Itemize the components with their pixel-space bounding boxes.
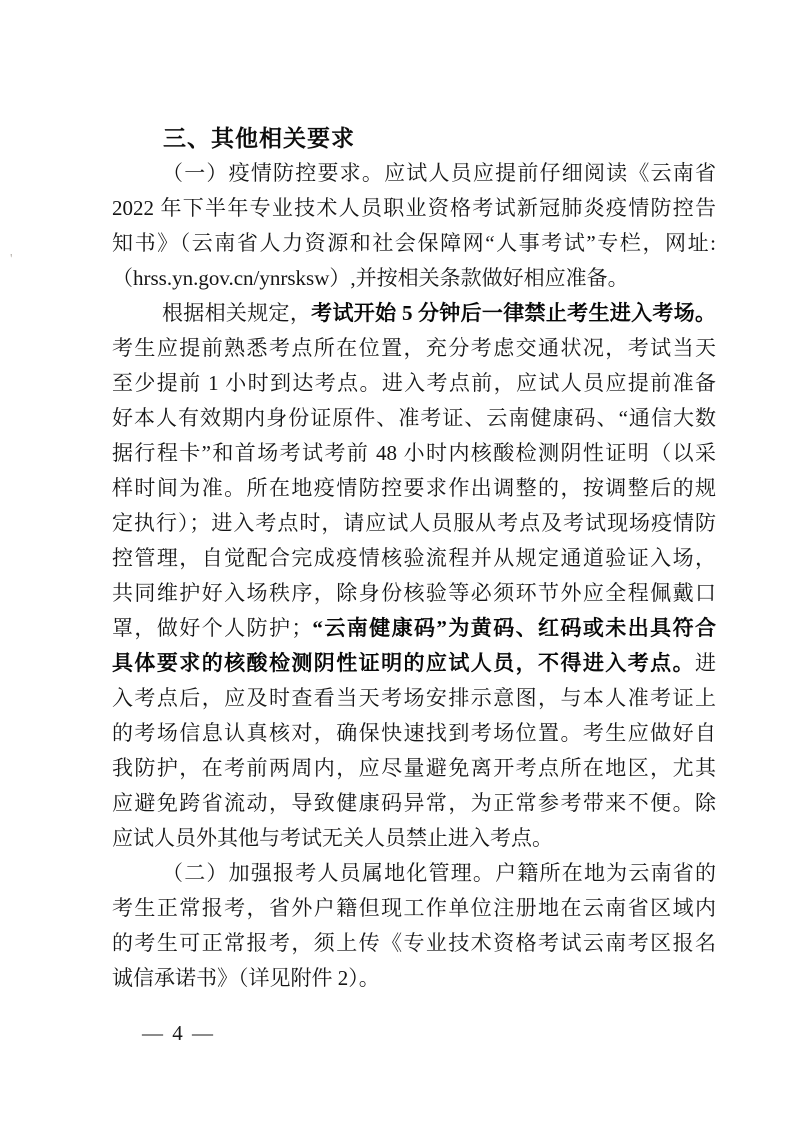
text-segment: 考生正常报考，省外户籍但现工作单位注册地在云南省区域内: [112, 896, 716, 920]
text-segment: 应试人员外其他与考试无关人员禁止进入考点。: [112, 826, 553, 850]
text-line: [112, 891, 716, 926]
text-segment: 控管理，自觉配合完成疫情核验流程并从规定通道验证入场，: [112, 546, 716, 570]
text-line: [112, 856, 716, 891]
text-line: [112, 611, 716, 646]
text-segment: 应避免跨省流动，导致健康码异常，为正常参考带来不便。除: [112, 791, 716, 815]
text-line: [112, 681, 716, 716]
text-segment: 知书》（云南省人力资源和社会保障网“人事考试”专栏，网址:: [112, 231, 716, 255]
scan-artifact: ': [10, 252, 13, 267]
text-segment: 据行程卡”和首场考试考前 48 小时内核酸检测阴性证明（以采: [112, 441, 716, 465]
page-number: — 4 —: [142, 1021, 215, 1045]
text-segment: 罩，做好个人防护；: [112, 616, 313, 640]
text-segment: 诚信承诺书》（详见附件 2）。: [112, 966, 380, 990]
text-line: [112, 786, 716, 821]
text-segment: （hrss.yn.gov.cn/ynrsksw）,并按相关条款做好相应准备。: [112, 266, 629, 290]
text-segment: （二）加强报考人员属地化管理。户籍所在地为云南省的: [162, 861, 716, 885]
text-segment: 好本人有效期内身份证原件、准考证、云南健康码、“通信大数: [112, 406, 716, 430]
text-line: [112, 751, 716, 786]
emphasis-text: 考试开始 5 分钟后一律禁止考生进入考场。: [311, 301, 716, 325]
text-line: [112, 296, 716, 331]
text-line: [112, 366, 716, 401]
text-segment: 共同维护好入场秩序，除身份核验等必须环节外应全程佩戴口: [112, 581, 716, 605]
emphasis-text: “云南健康码”为黄码、红码或未出具符合: [312, 616, 716, 640]
text-line: [112, 226, 716, 261]
text-line: [112, 541, 716, 576]
text-line: [112, 646, 716, 681]
text-line: [112, 926, 716, 961]
text-segment: 的考生可正常报考，须上传《专业技术资格考试云南考区报名: [112, 931, 716, 955]
text-line: [112, 576, 716, 611]
text-line: [112, 716, 716, 751]
text-segment: 入考点后，应及时查看当天考场安排示意图，与本人准考证上: [112, 686, 716, 710]
text-segment: 定执行）；进入考点时，请应试人员服从考点及考试现场疫情防: [112, 511, 716, 535]
text-segment: 的考场信息认真核对，确保快速找到考场位置。考生应做好自: [112, 721, 716, 745]
text-line: [112, 191, 716, 226]
text-line: [112, 506, 716, 541]
text-segment: 样时间为准。所在地疫情防控要求作出调整的，按调整后的规: [112, 476, 716, 500]
text-segment: 根据相关规定，: [162, 301, 312, 325]
text-line: [112, 821, 716, 856]
text-segment: 我防护，在考前两周内，应尽量避免离开考点所在地区，尤其: [112, 756, 716, 780]
text-line: [112, 471, 716, 506]
text-segment: 考生应提前熟悉考点所在位置，充分考虑交通状况，考试当天: [112, 336, 716, 360]
text-segment: 进: [695, 651, 716, 675]
text-line: [112, 156, 716, 191]
document-page: [112, 120, 716, 996]
emphasis-text: 具体要求的核酸检测阴性证明的应试人员，不得进入考点。: [112, 651, 695, 675]
text-line: [112, 436, 716, 471]
text-line: [112, 961, 716, 996]
text-segment: 2022 年下半年专业技术人员职业资格考试新冠肺炎疫情防控告: [112, 196, 716, 220]
text-segment: 至少提前 1 小时到达考点。进入考点前，应试人员应提前准备: [112, 371, 716, 395]
text-line: [112, 401, 716, 436]
section-heading: 三、其他相关要求: [163, 125, 355, 151]
text-line: [112, 331, 716, 366]
text-segment: （一）疫情防控要求。应试人员应提前仔细阅读《云南省: [162, 161, 716, 185]
text-line: [112, 261, 716, 296]
document-body: [112, 156, 716, 996]
